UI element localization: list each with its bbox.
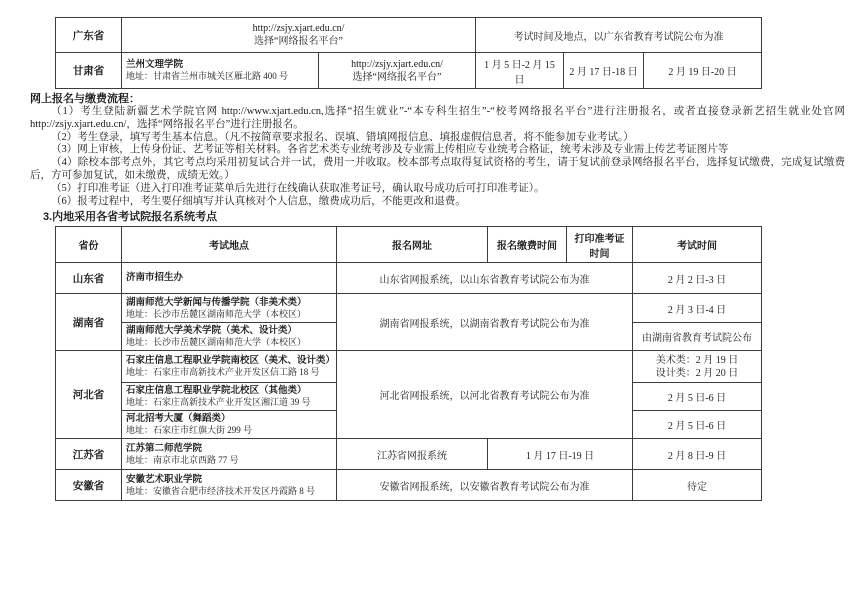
province-cell: 河北省 — [56, 351, 122, 439]
venue-address: 地址：南京市北京西路 77 号 — [126, 454, 239, 465]
venue-address: 地址：甘肃省兰州市城关区雁北路 400 号 — [126, 71, 289, 81]
exam-time-cell: 2 月 5 日-6 日 — [633, 411, 762, 439]
reg-url-cell — [122, 18, 476, 53]
exam-time-cell: 2 月 8 日-9 日 — [633, 439, 762, 470]
reg-url-text: http://zsjy.xjart.edu.cn/ — [351, 58, 443, 70]
col-header-reg-pay-time: 报名缴费时间 — [488, 227, 567, 263]
venue-address: 地址：石家庄高新技术产业开发区湘江道 39 号 — [126, 397, 311, 408]
reg-system-cell: 河北省网报系统，以河北省教育考试院公布为准 — [337, 351, 633, 439]
process-step-3: （3）网上审核，上传身份证、艺考证等相关材料。各省艺术类专业统考涉及专业需上传相应专业统考合格证，统考未涉及专业需上传艺考证图片等 — [51, 144, 729, 156]
venue-cell — [122, 439, 337, 470]
row-guangdong — [56, 18, 762, 53]
venue-name: 河北招考大厦（舞蹈类） — [126, 413, 231, 425]
header-row — [56, 227, 762, 263]
row-hebei-1 — [56, 351, 762, 383]
process-section — [30, 93, 845, 208]
venue-cell — [122, 263, 337, 294]
province-exam-site-table — [55, 226, 762, 501]
reg-system-cell: 安徽省网报系统，以安徽省教育考试院公布为准 — [337, 470, 633, 501]
venue-name: 湖南师范大学新闻与传播学院（非美术类） — [126, 296, 307, 308]
reg-url-text: http://zsjy.xjart.edu.cn/ — [252, 23, 345, 34]
process-step-6: （6）报考过程中，考生要仔细填写并认真核对个人信息，缴费成功后，不能更改和退费。 — [51, 195, 466, 207]
reg-system-cell: 江苏省网报系统 — [337, 439, 488, 470]
process-step-5: （5）打印准考证（进入打印准考证菜单后先进行在线确认获取准考证号，确认取号成功后可打印准考证）。 — [51, 182, 545, 194]
row-hunan-1 — [56, 294, 762, 323]
exam-time-cell: 2 月 2 日-3 日 — [633, 263, 762, 294]
venue-address: 地址：长沙市岳麓区湖南师范大学（本校区） — [126, 308, 307, 319]
registration-table-continued — [55, 17, 762, 89]
venue-address: 地址：石家庄市红旗大街 299 号 — [126, 425, 253, 436]
venue-address: 地址：长沙市岳麓区湖南师范大学（本校区） — [126, 337, 307, 348]
exam-time-cell — [633, 351, 762, 383]
province-cell: 广东省 — [56, 18, 122, 53]
venue-cell — [122, 470, 337, 501]
reg-url-cell — [319, 53, 476, 89]
exam-time-cell: 2 月 3 日-4 日 — [633, 294, 762, 323]
section-3-title: 3.内地采用各省考试院报名系统考点 — [43, 211, 218, 224]
venue-name: 济南市招生办 — [126, 272, 184, 284]
exam-time-art: 美术类：2 月 19 日 — [655, 354, 739, 366]
venue-address: 地址：石家庄市高新技术产业开发区信工路 18 号 — [126, 367, 320, 378]
process-step-1: （1）考生登陆新疆艺术学院官网 http://www.xjart.edu.cn,选择“招生就业”-“本专科生招生”-“校考网络报名平台”进行注册报名，或者直接登录新艺招生就业处官网 http://zsjy.xjart.edu.cn/，选择“网络报名平台”进行注册报名。 — [30, 106, 845, 130]
print-ticket-time-cell: 2 月 17 日-18 日 — [564, 53, 644, 89]
row-jiangsu — [56, 439, 762, 470]
venue-name: 石家庄信息工程职业学院南校区（美术、设计类） — [126, 355, 336, 367]
process-section-title: 网上报名与缴费流程： — [30, 93, 140, 105]
process-step-4: （4）除校本部考点外，其它考点均采用初复试合并一试，费用一并收取。校本部考点取得复试资格的考生，请于复试前登录网络报名平台，选择复试缴费，完成复试缴费后，方可参加复试，如未缴费，成绩无效。） — [30, 157, 845, 181]
col-header-print-ticket-time: 打印准考证时间 — [567, 227, 633, 263]
col-header-exam-site: 考试地点 — [122, 227, 337, 263]
exam-time-cell: 由湖南省教育考试院公布 — [633, 323, 762, 351]
exam-time-design: 设计类：2 月 20 日 — [655, 367, 739, 379]
venue-cell — [122, 351, 337, 383]
province-cell: 甘肃省 — [56, 53, 122, 89]
venue-name: 安徽艺术职业学院 — [126, 473, 203, 485]
exam-time-cell: 待定 — [633, 470, 762, 501]
venue-address: 地址：安徽省合肥市经济技术开发区丹霞路 8 号 — [126, 485, 316, 496]
venue-name: 江苏第二师范学院 — [126, 442, 203, 454]
row-shandong — [56, 263, 762, 294]
col-header-reg-url: 报名网址 — [337, 227, 488, 263]
exam-time-cell: 2 月 5 日-6 日 — [633, 383, 762, 411]
venue-cell — [122, 323, 337, 351]
province-cell: 江苏省 — [56, 439, 122, 470]
reg-url-note: 选择“网络报名平台” — [352, 71, 442, 83]
reg-pay-time-cell: 1 月 17 日-19 日 — [488, 439, 633, 470]
col-header-province: 省份 — [56, 227, 122, 263]
col-header-exam-time: 考试时间 — [633, 227, 762, 263]
venue-cell — [122, 294, 337, 323]
reg-system-cell: 湖南省网报系统，以湖南省教育考试院公布为准 — [337, 294, 633, 351]
venue-name: 兰州文理学院 — [126, 59, 184, 70]
row-gansu — [56, 53, 762, 89]
exam-time-note-cell: 考试时间及地点，以广东省教育考试院公布为准 — [476, 18, 762, 53]
province-cell: 山东省 — [56, 263, 122, 294]
exam-time-cell: 2 月 19 日-20 日 — [644, 53, 762, 89]
reg-system-cell: 山东省网报系统，以山东省教育考试院公布为准 — [337, 263, 633, 294]
venue-cell — [122, 411, 337, 439]
province-cell: 安徽省 — [56, 470, 122, 501]
province-cell: 湖南省 — [56, 294, 122, 351]
row-anhui — [56, 470, 762, 501]
process-step-2: （2）考生登录，填写考生基本信息。（凡不按简章要求报名、误填、错填网报信息、填报虚假信息者，将不能参加专业考试。） — [51, 131, 634, 143]
venue-cell — [122, 53, 319, 89]
venue-name: 石家庄信息工程职业学院北校区（其他类） — [126, 385, 307, 397]
reg-url-note: 选择“网络报名平台” — [254, 36, 343, 47]
reg-pay-time-cell: 1 月 5 日-2 月 15 日 — [476, 53, 564, 89]
venue-name: 湖南师范大学美术学院（美术、设计类） — [126, 325, 298, 337]
venue-cell — [122, 383, 337, 411]
